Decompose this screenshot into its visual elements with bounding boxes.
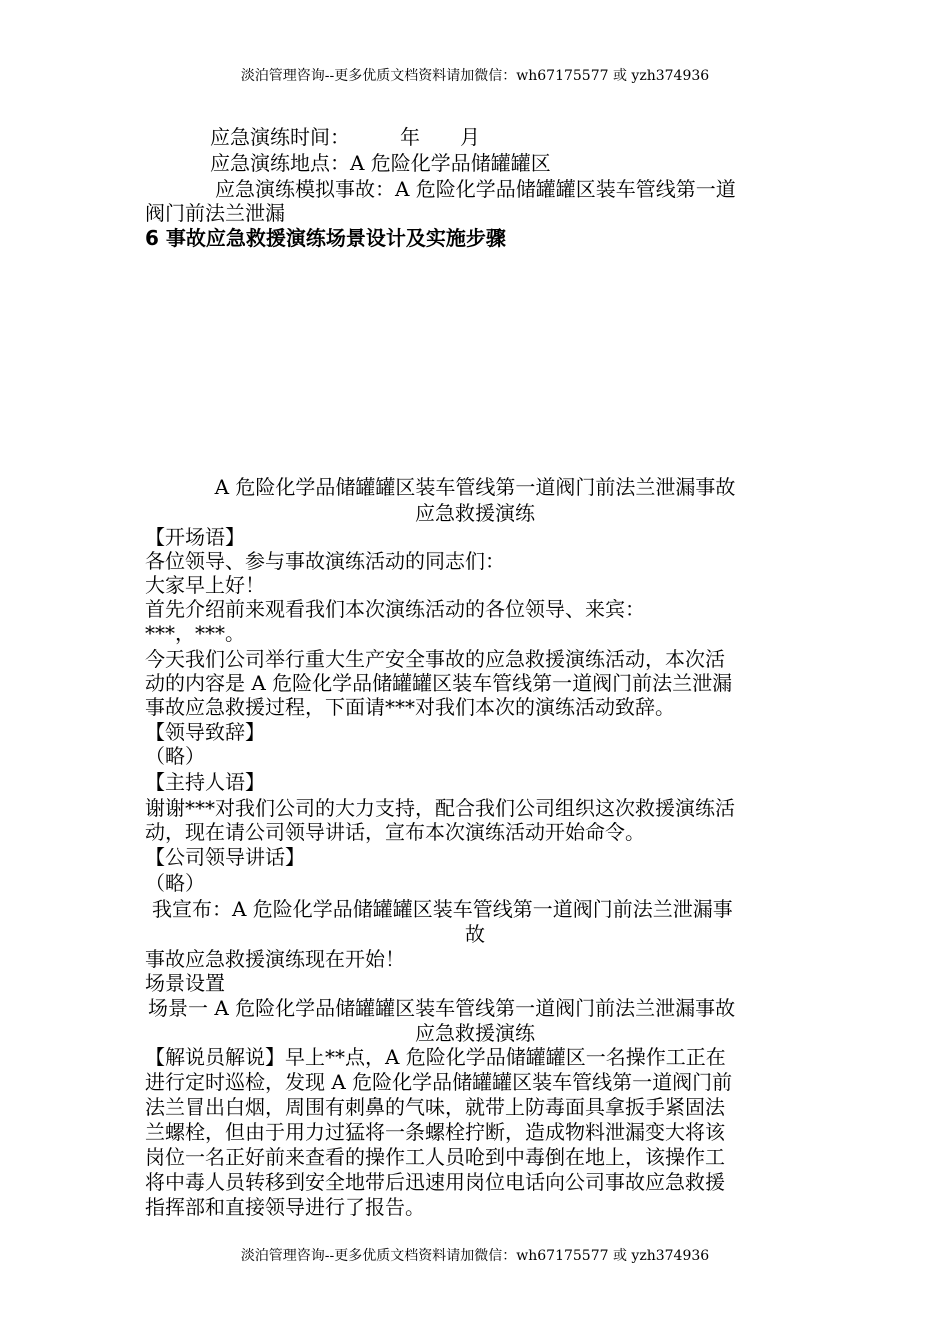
company-leader-label: 【公司领导讲话】 xyxy=(145,845,305,869)
greeting-line1: 各位领导、参与事故演练活动的同志们： xyxy=(145,549,505,573)
section-heading: 6 事故应急救援演练场景设计及实施步骤 xyxy=(145,226,506,250)
leader-speech-label: 【领导致辞】 xyxy=(145,720,265,744)
greeting-line4: ***，***。 xyxy=(145,621,245,645)
page-header: 淡泊管理咨询--更多优质文档资料请加微信：wh67175577 或 yzh374936 xyxy=(240,68,710,84)
narration-line1: 【解说员解说】早上**点，A 危险化学品储罐罐区一名操作工正在 xyxy=(145,1045,726,1069)
paragraph1-line3: 事故应急救援过程，下面请***对我们本次的演练活动致辞。 xyxy=(145,695,675,719)
scene1-title-line1: 场景一 A 危险化学品储罐罐区装车管线第一道阀门前法兰泄漏事故 xyxy=(148,996,736,1020)
scene1-title-line2: 应急救援演练 xyxy=(415,1021,535,1045)
leader-speech-omitted: （略） xyxy=(145,744,205,768)
paragraph1-line1: 今天我们公司举行重大生产安全事故的应急救援演练活动，本次活 xyxy=(145,647,725,671)
company-leader-omitted: （略） xyxy=(145,871,205,895)
greeting-line2: 大家早上好！ xyxy=(145,573,265,597)
narration-line2: 进行定时巡检，发现 A 危险化学品储罐罐区装车管线第一道阀门前 xyxy=(145,1070,733,1094)
host-label: 【主持人语】 xyxy=(145,770,265,794)
announcement-line2: 故 xyxy=(465,922,485,946)
narration-line7: 指挥部和直接领导进行了报告。 xyxy=(145,1195,425,1219)
drill-place: 应急演练地点：A 危险化学品储罐罐区 xyxy=(210,151,551,175)
greeting-line3: 首先介绍前来观看我们本次演练活动的各位领导、来宾： xyxy=(145,597,645,621)
script-title-line2: 应急救援演练 xyxy=(415,501,535,525)
paragraph1-line2: 动的内容是 A 危险化学品储罐罐区装车管线第一道阀门前法兰泄漏 xyxy=(145,671,733,695)
scene-setting: 场景设置 xyxy=(145,971,225,995)
announcement-line1: 我宣布：A 危险化学品储罐罐区装车管线第一道阀门前法兰泄漏事 xyxy=(152,897,733,921)
drill-time: 应急演练时间： 年 月 xyxy=(210,125,480,149)
narration-line5: 岗位一名正好前来查看的操作工人员呛到中毒倒在地上，该操作工 xyxy=(145,1145,725,1169)
drill-accident-line1: 应急演练模拟事故：A 危险化学品储罐罐区装车管线第一道 xyxy=(215,177,736,201)
script-title-line1: A 危险化学品储罐罐区装车管线第一道阀门前法兰泄漏事故 xyxy=(214,475,736,499)
narration-line4: 兰螺栓，但由于用力过猛将一条螺栓拧断，造成物料泄漏变大将该 xyxy=(145,1120,725,1144)
host-line1: 谢谢***对我们公司的大力支持，配合我们公司组织这次救援演练活 xyxy=(145,796,735,820)
narration-line3: 法兰冒出白烟，周围有刺鼻的气味，就带上防毒面具拿扳手紧固法 xyxy=(145,1095,725,1119)
page-footer: 淡泊管理咨询--更多优质文档资料请加微信：wh67175577 或 yzh374936 xyxy=(240,1248,710,1264)
drill-accident-line2: 阀门前法兰泄漏 xyxy=(145,201,285,225)
opening-label: 【开场语】 xyxy=(145,525,245,549)
announcement-line3: 事故应急救援演练现在开始！ xyxy=(145,947,405,971)
host-line2: 动，现在请公司领导讲话，宣布本次演练活动开始命令。 xyxy=(145,820,645,844)
narration-line6: 将中毒人员转移到安全地带后迅速用岗位电话向公司事故应急救援 xyxy=(145,1170,725,1194)
